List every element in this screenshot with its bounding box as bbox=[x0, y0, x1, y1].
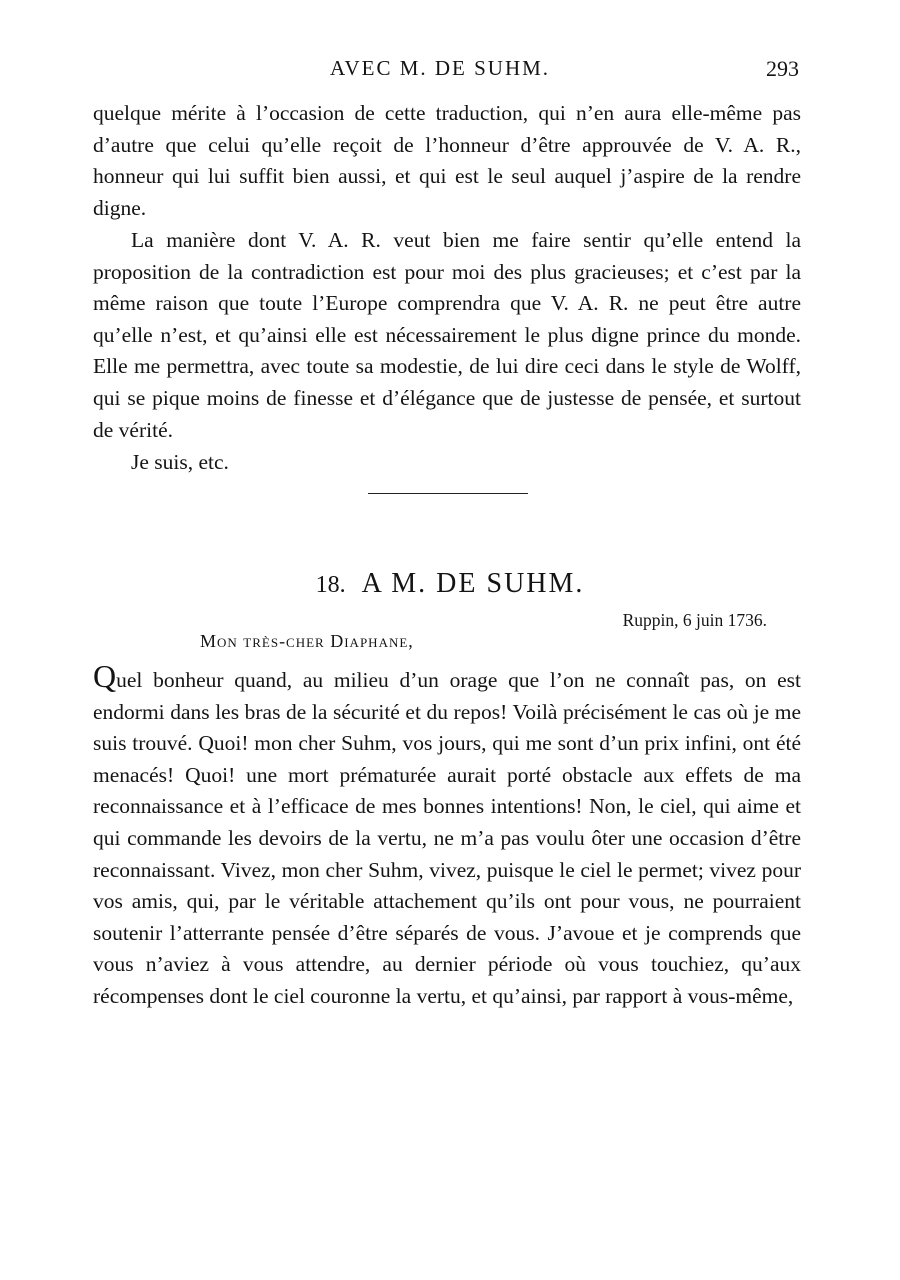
paragraph-contradiction: La manière dont V. A. R. veut bien me faire sentir qu’elle entend la proposition de la contradiction est pour moi des plus gracieuses; et c’est par la même raison que toute l’Europe comprendra que V. A. R. ne peut être autre qu’elle n’est, et qu’ainsi elle est nécessairement le plus digne prince du monde. Elle me permettra, avec toute sa modestie, de lui dire ceci dans le style de Wolff, qui se pique moins de finesse et d’élégance que de justesse de pensée, et surtout de vérité. bbox=[93, 228, 801, 442]
salutation: Mon très-cher Diaphane, bbox=[200, 631, 414, 651]
running-head bbox=[0, 56, 900, 86]
letter-title: A M. DE SUHM. bbox=[361, 568, 585, 599]
drop-cap: Q bbox=[93, 658, 117, 694]
letter-number: 18. bbox=[315, 572, 346, 598]
letter-body bbox=[93, 658, 801, 1013]
closing-line: Je suis, etc. bbox=[131, 450, 229, 474]
letter-body-text: uel bonheur quand, au milieu d’un orage que l’on ne connaît pas, on est endormi dans les bras de la sécurité et du repos! Voilà précisément le cas où je me suis trouvé. Quoi! mon cher Suhm, vos jours, qui me sont d’un prix infini, ont été menacés! Quoi! une mort prématurée aurait porté obstacle aux effets de ma reconnaissance et à l’efficace de mes bonnes intentions! Non, le ciel, qui aime et qui commande les devoirs de la vertu, ne m’a pas voulu ôter une occasion d’être reconnaissant. Vivez, mon cher Suhm, vivez, puisque le ciel le permet; vivez pour vos amis, qui, par le véritable attachement qu’ils ont pour vous, ne pourraient soutenir l’atterrante pensée d’être séparés de vous. J’avoue et je comprends que vous n’aviez à vous attendre, au dernier période où vous touchiez, qu’aux récompenses dont le ciel couronne la vertu, et qu’ainsi, par rapport à vous-même, bbox=[93, 668, 801, 1008]
section-divider bbox=[368, 493, 528, 494]
continuation-paragraph: quelque mérite à l’occasion de cette traduction, qui n’en aura elle-même pas d’autre que celui qu’elle reçoit de l’honneur d’être approuvée de V. A. R., honneur qui lui suffit bien aussi, et qui est le seul auquel j’aspire de la rendre digne. bbox=[93, 101, 801, 220]
letter-date: Ruppin, 6 juin 1736. bbox=[622, 610, 767, 630]
page-number: 293 bbox=[766, 56, 799, 81]
running-title: AVEC M. DE SUHM. bbox=[330, 56, 551, 80]
letter-heading bbox=[0, 566, 900, 603]
